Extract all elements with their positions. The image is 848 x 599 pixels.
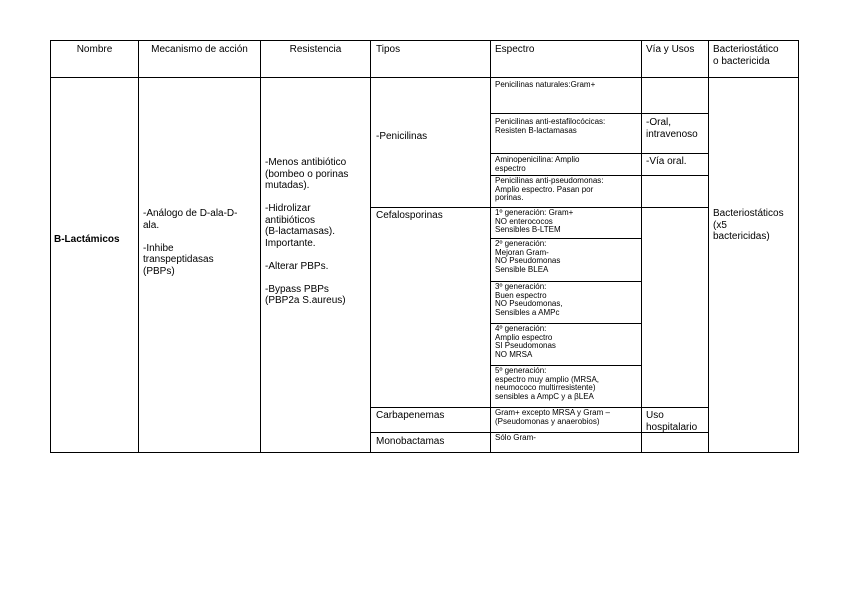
bacterio-cell: Bacteriostáticos (x5 bactericidas) [713, 208, 784, 242]
espectro-monobactamas: Sólo Gram- [495, 433, 536, 442]
espectro-pen-naturales: Penicilinas naturales:Gram+ [495, 80, 596, 89]
header-nombre: Nombre [76, 44, 113, 55]
header-via: Vía y Usos [646, 44, 695, 55]
resistencia-cell: -Menos antibiótico (bombeo o porinas mutadas). -Hidrolizar antibióticos (B-lactamasas). Importante. -Alterar PBPs. -Bypass PBPs (PBP2a S.aureus) [265, 157, 349, 306]
espectro-gen1: 1º generación: Gram+ NO enterococos Sensibles B-LTEM [495, 208, 574, 235]
header-tipos: Tipos [376, 44, 401, 55]
espectro-gen5: 5º generación: espectro muy amplio (MRSA, neumococo multirresistente) sensibles a AmpC y a βLEA [495, 366, 600, 401]
header-bacterio: Bacteriostático o bactericida [713, 44, 779, 67]
espectro-gen4: 4º generación: Amplio espectro SI Pseudomonas NO MRSA [495, 324, 556, 359]
tipo-penicilinas: -Penicilinas [376, 131, 428, 142]
espectro-gen2: 2º generación: Mejoran Gram- NO Pseudomonas Sensible BLEA [495, 239, 561, 274]
via-oral-iv: -Oral, intravenoso [646, 117, 698, 140]
espectro-pen-antiestaf: Penicilinas anti-estafilocócicas: Resisten B-lactamasas [495, 117, 606, 135]
via-hospitalario: Uso hospitalario [646, 410, 698, 433]
tipo-cefalosporinas: Cefalosporinas [376, 210, 443, 221]
header-mecanismo: Mecanismo de acción [151, 44, 248, 55]
mecanismo-cell: -Análogo de D-ala-D- ala. -Inhibe transpeptidasas (PBPs) [143, 208, 238, 277]
via-oral: -Vía oral. [646, 156, 687, 167]
header-resistencia: Resistencia [289, 44, 342, 55]
drug-class-name: B-Lactámicos [54, 234, 120, 245]
espectro-gen3: 3º generación: Buen espectro NO Pseudomonas, Sensibles a AMPc [495, 282, 563, 317]
espectro-carbapenemas: Gram+ excepto MRSA y Gram – (Pseudomonas y anaerobios) [495, 408, 610, 426]
espectro-aminopenicilina: Aminopenicilina: Amplio espectro [495, 155, 580, 173]
tipo-carbapenemas: Carbapenemas [376, 410, 445, 421]
espectro-pen-antipseudo: Penicilinas anti-pseudomonas: Amplio espectro. Pasan por porinas. [495, 176, 604, 203]
header-espectro: Espectro [495, 44, 535, 55]
tipo-monobactamas: Monobactamas [376, 436, 445, 447]
